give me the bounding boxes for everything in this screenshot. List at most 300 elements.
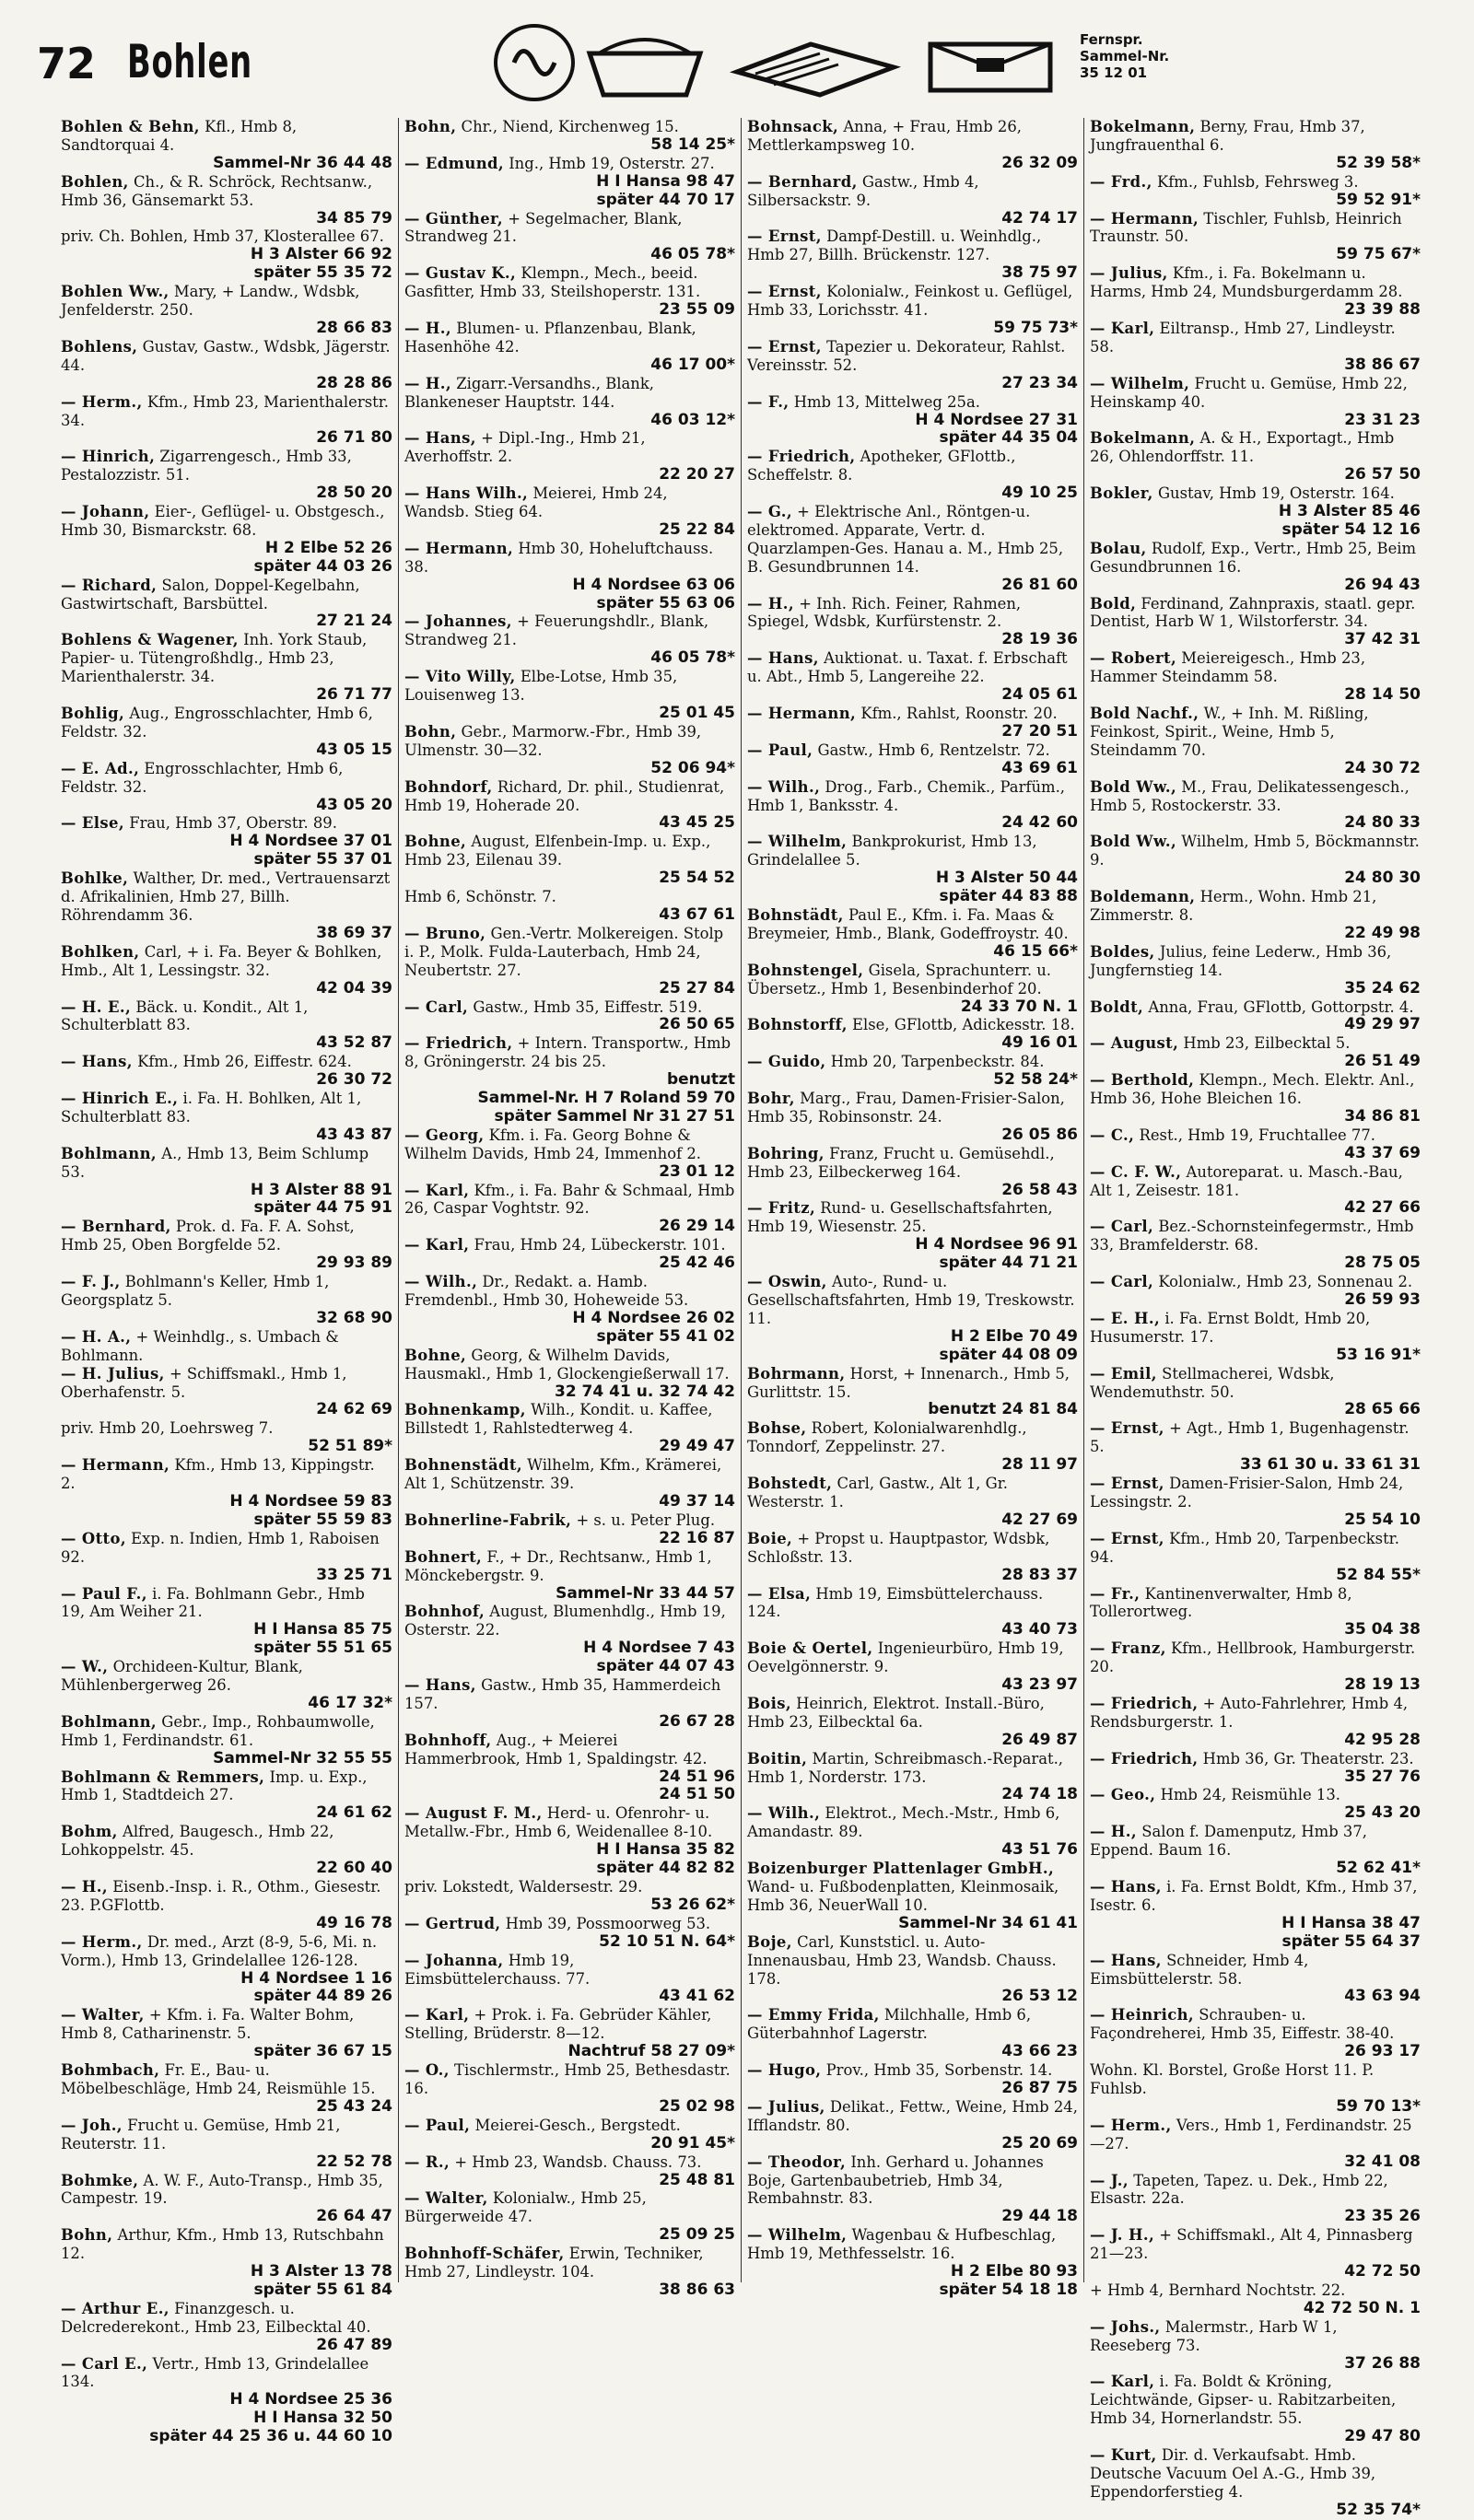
entry-phone: 28 50 20 — [316, 484, 392, 503]
entry-text: — H., Blumen- u. Pflanzenbau, Blank, Hasenhöhe 42. — [404, 319, 696, 356]
directory-entry — [1090, 521, 1421, 540]
entry-text: — Emil, Stellmacherei, Wdsbk, Wendemuthstr. 50. — [1090, 1364, 1335, 1401]
directory-entry — [404, 1603, 735, 1658]
entry-text: — F., Hmb 13, Mittelweg 25a. — [747, 392, 980, 411]
entry-phone: 20 91 45* — [650, 2133, 735, 2152]
entry-text: — Johs., Malermstr., Harb W 1, Reeseberg 73. — [1090, 2317, 1338, 2354]
entry-text: — Friedrich, + Intern. Transportw., Hmb 8, Gröningerstr. 24 bis 25. — [404, 1034, 731, 1071]
entry-phone: H 4 Nordsee 37 01 — [229, 832, 392, 851]
directory-entry — [404, 998, 735, 1035]
entry-phone: später 55 51 65 — [253, 1639, 392, 1658]
directory-entry — [61, 264, 392, 283]
directory-entry — [61, 577, 392, 632]
directory-entry — [1090, 2006, 1421, 2061]
entry-phone: 38 86 67 — [1344, 355, 1421, 374]
directory-entry — [1090, 1475, 1421, 1530]
entry-text: Bohnhof, August, Blumenhdlg., Hmb 19, Osterstr. 22. — [404, 1603, 726, 1639]
directory-entry — [1090, 2446, 1421, 2520]
entry-text: — Carl, Kolonialw., Hmb 23, Sonnenau 2. — [1090, 1273, 1413, 1291]
entry-phone: 52 35 74* — [1336, 2500, 1421, 2519]
entry-phone: 49 16 01 — [1001, 1033, 1078, 1053]
directory-entry — [747, 2226, 1078, 2281]
entry-text: — Berthold, Klempn., Mech. Elektr. Anl., Hmb 36, Hohe Bleichen 16. — [1090, 1071, 1415, 1108]
entry-text: — Paul F., i. Fa. Bohlmann Gebr., Hmb 19, Am Weiher 21. — [61, 1584, 365, 1621]
directory-entry — [61, 1090, 392, 1145]
directory-entry — [404, 1658, 735, 1676]
entry-text: — Kurt, Dir. d. Verkaufsabt. Hmb. Deutsche Vacuum Oel A.-G., Hmb 39, Eppendorferstieg 4. — [1090, 2446, 1376, 2501]
entry-text: Boitin, Martin, Schreibmasch.-Reparat., Hmb 1, Norderstr. 173. — [747, 1749, 1064, 1786]
directory-entry — [747, 705, 1078, 741]
entry-phone: 24 33 70 N. 1 — [960, 997, 1078, 1016]
entry-phone: 43 63 94 — [1344, 1987, 1421, 2006]
directory-entry — [61, 943, 392, 998]
entry-phone: H 2 Elbe 80 93 — [950, 2262, 1078, 2281]
entry-phone: 23 39 88 — [1344, 300, 1421, 320]
entry-phone: 23 55 09 — [659, 300, 735, 320]
directory-entry — [1090, 2226, 1421, 2281]
entry-text: — Carl, Bez.-Schornsteinfegermstr., Hmb 33, Bramfelderstr. 68. — [1090, 1218, 1414, 1254]
entry-phone: 28 11 97 — [1001, 1455, 1078, 1475]
entry-phone: 25 48 81 — [659, 2170, 735, 2189]
entry-text: Bohrmann, Horst, + Innenarch., Hmb 5, Gurlittstr. 15. — [747, 1364, 1070, 1401]
entry-text: — Hinrich, Zigarrengesch., Hmb 33, Pestalozzistr. 51. — [61, 448, 352, 484]
entry-text: Bohlken, Carl, + i. Fa. Beyer & Bohlken, Hmb., Alt 1, Lessingstr. 32. — [61, 942, 382, 979]
entry-text: Bohlmann & Remmers, Imp. u. Exp., Hmb 1, Stadtdeich 27. — [61, 1768, 368, 1804]
entry-text: — Hermann, Tischler, Fuhlsb, Heinrich Traunstr. 50. — [1090, 209, 1402, 246]
publisher-logo-icon — [488, 17, 1078, 109]
entry-phone: 24 61 62 — [316, 1803, 392, 1823]
directory-entry — [1090, 943, 1421, 998]
directory-entry — [747, 173, 1078, 228]
entry-phone: 42 95 28 — [1344, 1730, 1421, 1749]
entry-text: — H., Eisenb.-Insp. i. R., Othm., Giesestr. 23. P.GFlottb. — [61, 1878, 381, 1914]
directory-entry — [404, 1952, 735, 2007]
directory-entry — [747, 1199, 1078, 1254]
entry-text: Bohnhoff, Aug., + Meierei Hammerbrook, Hmb 1, Spaldingstr. 42. — [404, 1731, 708, 1768]
entry-phone: H I Hansa 85 75 — [253, 1620, 392, 1639]
entry-text: — C. F. W., Autoreparat. u. Masch.-Bau, Alt 1, Zeisestr. 181. — [1090, 1162, 1403, 1199]
directory-entry — [747, 1750, 1078, 1805]
entry-phone: H I Hansa 38 47 — [1281, 1913, 1421, 1932]
entry-phone: 49 16 78 — [316, 1913, 392, 1932]
entry-phone: H 4 Nordsee 25 36 — [229, 2390, 392, 2409]
entry-phone: 28 19 36 — [1001, 630, 1078, 649]
directory-entry — [404, 1676, 735, 1732]
entry-text: — Karl, i. Fa. Boldt & Kröning, Leichtwände, Gipser- u. Rabitzarbeiten, Hmb 34, Hornerlandstr. 55. — [1090, 2373, 1397, 2428]
entry-phone: 25 54 52 — [659, 869, 735, 888]
entry-text: Bold Ww., M., Frau, Delikatessengesch., Hmb 5, Rostockerstr. 33. — [1090, 777, 1410, 814]
entry-text: — Wilhelm, Bankprokurist, Hmb 13, Grindelallee 5. — [747, 833, 1037, 869]
directory-entry — [404, 1126, 735, 1182]
entry-text: Bokelmann, A. & H., Exportagt., Hmb 26, Ohlendorffstr. 11. — [1090, 429, 1395, 466]
entry-text: Wohn. Kl. Borstel, Große Horst 11. P. Fuhlsb. — [1090, 2061, 1375, 2097]
entry-phone: 43 52 87 — [316, 1033, 392, 1053]
entry-phone: H 4 Nordsee 63 06 — [572, 575, 735, 594]
entry-text: Bohm, Alfred, Baugesch., Hmb 22, Lohkoppelstr. 45. — [61, 1823, 334, 1860]
directory-entry — [1090, 998, 1421, 1035]
entry-phone: 49 10 25 — [1001, 484, 1078, 503]
directory-entry — [747, 1419, 1078, 1475]
entry-phone: 46 15 66* — [993, 941, 1078, 961]
entry-text: — Friedrich, Apotheker, GFlottb., Scheffelstr. 8. — [747, 448, 1016, 484]
entry-text: — Ernst, Damen-Frisier-Salon, Hmb 24, Lessingstr. 2. — [1090, 1475, 1404, 1511]
entry-phone: 43 67 61 — [659, 904, 735, 924]
entry-phone: H 2 Elbe 52 26 — [264, 538, 392, 557]
entry-text: — Hans, Kfm., Hmb 26, Eiffestr. 624. — [61, 1053, 352, 1071]
entry-text: — Wilhelm, Wagenbau & Hufbeschlag, Hmb 19, Methfesselstr. 16. — [747, 2226, 1057, 2263]
entry-phone: 35 24 62 — [1344, 978, 1421, 998]
entry-phone: 58 14 25* — [650, 134, 735, 154]
entry-text: — Karl, Frau, Hmb 24, Lübeckerstr. 101. — [404, 1236, 726, 1254]
directory-entry — [747, 1347, 1078, 1365]
directory-entry — [747, 448, 1078, 503]
entry-text: priv. Hmb 20, Loehrsweg 7. — [61, 1419, 274, 1438]
entry-text: — Hans, Schneider, Hmb 4, Eimsbüttelerstr. 58. — [1090, 1951, 1309, 1988]
entry-text: — Paul, Gastw., Hmb 6, Rentzelstr. 72. — [747, 741, 1050, 759]
directory-entry — [61, 1199, 392, 1218]
entry-phone: 27 23 34 — [1001, 373, 1078, 392]
entry-text: — H. E., Bäck. u. Kondit., Alt 1, Schulterblatt 83. — [61, 998, 309, 1034]
directory-entry — [404, 1511, 735, 1548]
directory-entry — [404, 1328, 735, 1347]
entry-text: — Ernst, Kolonialw., Feinkost u. Geflügel, Hmb 33, Lorichsstr. 41. — [747, 283, 1073, 320]
entry-text: — Oswin, Auto-, Rund- u. Gesellschaftsfahrten, Hmb 19, Treskowstr. 11. — [747, 1273, 1075, 1327]
entry-text: — Gertrud, Hmb 39, Possmoorweg 53. — [404, 1914, 711, 1932]
entry-phone: später Sammel Nr 31 27 51 — [494, 1106, 735, 1126]
directory-entry — [61, 1145, 392, 1200]
entry-text: — Karl, Eiltransp., Hmb 27, Lindleystr. 58. — [1090, 319, 1396, 356]
entry-text: Boldt, Anna, Frau, GFlottb, Gottorpstr. 4. — [1090, 998, 1414, 1016]
entry-phone: 46 05 78* — [650, 648, 735, 668]
directory-entry — [1090, 1786, 1421, 1823]
directory-entry — [61, 2428, 392, 2446]
entry-phone: 52 84 55* — [1336, 1565, 1421, 1584]
entry-phone: später 44 75 91 — [253, 1198, 392, 1218]
entry-text: — Johanna, Hmb 19, Eimsbüttelerchauss. 77. — [404, 1951, 591, 1988]
entry-phone: 22 49 98 — [1344, 923, 1421, 942]
entry-phone: Nachtruf 58 27 09* — [567, 2042, 735, 2061]
directory-entry — [747, 1145, 1078, 1200]
directory-entry — [1090, 1126, 1421, 1163]
directory-entry — [747, 429, 1078, 448]
entry-phone: 26 53 12 — [1001, 1987, 1078, 2006]
entry-phone: 29 49 47 — [659, 1437, 735, 1456]
entry-phone: 24 51 96 — [659, 1767, 735, 1786]
entry-phone: 32 74 41 u. 32 74 42 — [554, 1382, 735, 1401]
entry-phone: 52 51 89* — [308, 1437, 392, 1456]
directory-entry — [747, 393, 1078, 430]
entry-phone: 25 02 98 — [659, 2096, 735, 2116]
directory-entry — [404, 1860, 735, 1878]
entry-phone: 27 20 51 — [1001, 721, 1078, 741]
entry-phone: 52 10 51 N. 64* — [599, 1931, 735, 1951]
entry-text: — Edmund, Ing., Hmb 19, Osterstr. 27. — [404, 154, 715, 172]
entry-phone: 24 80 33 — [1344, 813, 1421, 833]
entry-text: Bohmbach, Fr. E., Bau- u. Möbelbeschläge, Hmb 24, Reismühle 15. — [61, 2061, 376, 2097]
directory-entry — [1090, 1639, 1421, 1695]
directory-entry — [1090, 1530, 1421, 1585]
directory-entry — [1090, 1933, 1421, 1952]
directory-entry — [61, 2006, 392, 2061]
entry-text: Bohlmann, A., Hmb 13, Beim Schlump 53. — [61, 1144, 369, 1181]
entry-phone: 25 43 20 — [1344, 1803, 1421, 1823]
entry-phone: 35 27 76 — [1344, 1767, 1421, 1786]
entry-text: Bold Ww., Wilhelm, Hmb 5, Böckmannstr. 9. — [1090, 833, 1420, 869]
entry-text: — Herm., Vers., Hmb 1, Ferdinandstr. 25—27. — [1090, 2116, 1412, 2152]
directory-entry — [61, 393, 392, 449]
entry-phone: später 44 03 26 — [253, 556, 392, 576]
directory-entry — [1090, 1218, 1421, 1273]
entry-text: Boie, + Propst u. Hauptpastor, Wdsbk, Schloßstr. 13. — [747, 1529, 1050, 1566]
directory-entry — [404, 2189, 735, 2245]
entry-phone: 26 71 77 — [316, 685, 392, 705]
entry-phone: 24 51 50 — [659, 1785, 735, 1804]
entry-text: — Hermann, Hmb 30, Hoheluftchauss. 38. — [404, 539, 714, 576]
entry-phone: 59 70 13* — [1336, 2096, 1421, 2116]
entry-text: — Franz, Kfm., Hellbrook, Hamburgerstr. 20. — [1090, 1639, 1416, 1676]
entry-phone: Sammel-Nr. H 7 Roland 59 70 — [477, 1089, 735, 1108]
entry-text: Bohnstengel, Gisela, Sprachunterr. u. Übersetz., Hmb 1, Besenbinderhof 20. — [747, 961, 1052, 998]
entry-phone: 23 01 12 — [659, 1161, 735, 1181]
directory-entry — [1090, 705, 1421, 778]
directory-entry — [1090, 1071, 1421, 1126]
directory-entry — [747, 2281, 1078, 2300]
directory-entry — [404, 595, 735, 613]
directory-entry — [1090, 1823, 1421, 1878]
entry-phone: Sammel-Nr 34 61 41 — [898, 1913, 1078, 1932]
entry-phone: 26 50 65 — [659, 1015, 735, 1034]
directory-entry — [61, 503, 392, 558]
directory-entry — [747, 1585, 1078, 1640]
entry-text: Boldemann, Herm., Wohn. Hmb 21, Zimmerstr. 8. — [1090, 888, 1377, 924]
entry-text: — J., Tapeten, Tapez. u. Dek., Hmb 22, Elsastr. 22a. — [1090, 2171, 1388, 2208]
entry-text: — Ernst, Dampf-Destill. u. Weinhdlg., Hmb 27, Billh. Brückenstr. 127. — [747, 228, 1042, 264]
entry-text: — Vito Willy, Elbe-Lotse, Hmb 35, Louisenweg 13. — [404, 668, 678, 705]
entry-text: — H. Julius, + Schiffsmakl., Hmb 1, Oberhafenstr. 5. — [61, 1364, 347, 1401]
entry-phone: H 4 Nordsee 26 02 — [572, 1308, 735, 1327]
column-1 — [55, 118, 398, 2446]
directory-entry — [61, 1456, 392, 1511]
entry-text: Bolau, Rudolf, Exp., Vertr., Hmb 25, Beim Gesundbrunnen 16. — [1090, 539, 1417, 576]
directory-entry — [1090, 833, 1421, 888]
directory-entry — [1090, 2061, 1421, 2117]
entry-phone: 26 94 43 — [1344, 575, 1421, 594]
directory-entry — [747, 962, 1078, 1017]
entry-text: Bohlens & Wagener, Inh. York Staub, Papier- u. Tütengroßhdlg., Hmb 23, Marienthalerstr. 34. — [61, 631, 368, 686]
entry-phone: 34 86 81 — [1344, 1106, 1421, 1126]
entry-phone: 26 47 89 — [316, 2335, 392, 2354]
entry-text: — Ernst, Kfm., Hmb 20, Tarpenbeckstr. 94. — [1090, 1529, 1399, 1566]
directory-entry — [61, 2061, 392, 2117]
directory-entry — [1090, 540, 1421, 595]
entry-phone: 28 19 13 — [1344, 1675, 1421, 1695]
directory-entry — [404, 118, 735, 155]
directory-entry — [61, 814, 392, 851]
entry-phone: 25 27 84 — [659, 978, 735, 998]
entry-phone: 26 59 93 — [1344, 1290, 1421, 1309]
entry-phone: 46 17 00* — [650, 355, 735, 374]
directory-entry — [404, 1878, 735, 1915]
directory-entry — [747, 833, 1078, 888]
entry-text: — Bernhard, Gastw., Hmb 4, Silbersackstr. 9. — [747, 172, 979, 209]
directory-entry — [747, 503, 1078, 595]
entry-phone: 37 26 88 — [1344, 2353, 1421, 2373]
entry-text: — Hermann, Kfm., Rahlst, Roonstr. 20. — [747, 705, 1058, 722]
entry-phone: 29 47 80 — [1344, 2427, 1421, 2446]
entry-text: — Paul, Meierei-Gesch., Bergstedt. — [404, 2116, 681, 2134]
entry-text: — Ernst, Tapezier u. Dekorateur, Rahlst. Vereinsstr. 52. — [747, 337, 1066, 374]
directory-entry — [747, 1053, 1078, 1090]
phone-exchange-label: Fernspr. Sammel-Nr. 35 12 01 — [1080, 31, 1170, 81]
entry-phone: 24 05 61 — [1001, 685, 1078, 705]
entry-phone: später 44 82 82 — [596, 1859, 735, 1878]
entry-phone: 26 51 49 — [1344, 1052, 1421, 1071]
directory-entry — [404, 429, 735, 484]
entry-text: Bohse, Robert, Kolonialwarenhdlg., Tonndorf, Zeppelinstr. 27. — [747, 1419, 1027, 1456]
entry-text: Bohn, Gebr., Marmorw.-Fbr., Hmb 39, Ulmenstr. 30—32. — [404, 722, 702, 759]
entry-text: Bois, Heinrich, Elektrot. Install.-Büro, Hmb 23, Eilbecktal 6a. — [747, 1694, 1045, 1731]
directory-entry — [1090, 888, 1421, 943]
directory-entry — [1090, 320, 1421, 375]
directory-entry — [1090, 1695, 1421, 1750]
entry-text: — Wilh., Elektrot., Mech.-Mstr., Hmb 6, Amandastr. 89. — [747, 1804, 1060, 1841]
entry-phone: 26 57 50 — [1344, 465, 1421, 484]
entry-phone: 38 86 63 — [659, 2280, 735, 2299]
entry-text: — Elsa, Hmb 19, Eimsbüttelerchauss. 124. — [747, 1584, 1044, 1621]
entry-text: Bohn, Chr., Niend, Kirchenweg 15. — [404, 118, 679, 135]
entry-text: — Wilh., Drog., Farb., Chemik., Parfüm., Hmb 1, Banksstr. 4. — [747, 777, 1065, 814]
entry-phone: 26 81 60 — [1001, 575, 1078, 594]
entry-phone: 29 44 18 — [1001, 2207, 1078, 2226]
entry-text: Bohn, Arthur, Kfm., Hmb 13, Rutschbahn 12. — [61, 2226, 384, 2263]
entry-text: — August, Hmb 23, Eilbecktal 5. — [1090, 1034, 1351, 1053]
entry-phone: H I Hansa 98 47 — [596, 171, 735, 191]
entry-text: — Karl, + Prok. i. Fa. Gebrüder Kähler, Stelling, Brüderstr. 8—12. — [404, 2006, 712, 2043]
entry-text: — Guido, Hmb 20, Tarpenbeckstr. 84. — [747, 1053, 1045, 1071]
entry-phone: später 44 71 21 — [939, 1254, 1078, 1273]
entry-phone: später 54 12 16 — [1281, 519, 1421, 539]
directory-entry — [61, 1511, 392, 1530]
entry-text: — W., Orchideen-Kultur, Blank, Mühlenbergerweg 26. — [61, 1658, 303, 1695]
entry-phone: 52 58 24* — [993, 1070, 1078, 1090]
entry-phone: 28 28 86 — [316, 373, 392, 392]
directory-entry — [747, 1860, 1078, 1933]
directory-entry — [404, 1273, 735, 1328]
entry-phone: 37 42 31 — [1344, 630, 1421, 649]
entry-text: Bohnsack, Anna, + Frau, Hmb 26, Mettlerkampsweg 10. — [747, 118, 1022, 154]
entry-text: Boizenburger Plattenlager GmbH., Wand- u. Fußbodenplatten, Kleinmosaik, Hmb 36, NeuerWall 10. — [747, 1860, 1059, 1914]
entry-text: — Wilh., Dr., Redakt. a. Hamb. Fremdenbl., Hmb 30, Hoheweide 53. — [404, 1273, 689, 1309]
column-2 — [398, 118, 741, 2299]
directory-entry — [404, 210, 735, 265]
entry-text: — H., + Inh. Rich. Feiner, Rahmen, Spiegel, Wdsbk, Kurfürstenstr. 2. — [747, 594, 1022, 631]
directory-entry — [747, 906, 1078, 962]
entry-text: priv. Ch. Bohlen, Hmb 37, Klosterallee 67. — [61, 228, 384, 246]
entry-phone: später 55 41 02 — [596, 1326, 735, 1346]
directory-entry — [404, 833, 735, 888]
directory-entry — [747, 1090, 1078, 1145]
entry-text: Boie & Oertel, Ingenieurbüro, Hmb 19, Oevelgönnerstr. 9. — [747, 1639, 1064, 1676]
directory-entry — [61, 1988, 392, 2006]
entry-phone: 23 35 26 — [1344, 2207, 1421, 2226]
entry-text: — Otto, Exp. n. Indien, Hmb 1, Raboisen 92. — [61, 1529, 380, 1566]
entry-text: Bohring, Franz, Frucht u. Gemüsehdl., Hmb 23, Eilbeckerweg 164. — [747, 1144, 1055, 1181]
entry-text: Bohlke, Walther, Dr. med., Vertrauensarzt d. Afrikalinien, Hmb 27, Billh. Röhrendamm 36. — [61, 869, 391, 924]
entry-phone: 35 04 38 — [1344, 1620, 1421, 1639]
directory-entry — [1090, 1952, 1421, 2007]
entry-phone: 43 69 61 — [1001, 758, 1078, 777]
directory-entry — [1090, 2318, 1421, 2374]
directory-entry — [1090, 264, 1421, 320]
entry-phone: 24 62 69 — [316, 1400, 392, 1419]
entry-phone: später 55 61 84 — [253, 2280, 392, 2299]
entry-phone: später 44 35 04 — [939, 428, 1078, 448]
entry-phone: H I Hansa 35 82 — [596, 1840, 735, 1860]
entry-phone: Sammel-Nr 36 44 48 — [213, 153, 392, 172]
directory-entry — [1090, 2281, 1421, 2318]
entry-phone: 32 68 90 — [316, 1308, 392, 1327]
entry-phone: 42 27 66 — [1344, 1198, 1421, 1218]
entry-phone: 33 61 30 u. 33 61 31 — [1239, 1455, 1421, 1475]
directory-entry — [1090, 429, 1421, 484]
directory-entry — [61, 558, 392, 577]
directory-entry — [1090, 2172, 1421, 2227]
entry-phone: 43 66 23 — [1001, 2042, 1078, 2061]
entry-text: — Hans, Auktionat. u. Taxat. f. Erbschaft u. Abt., Hmb 5, Langereihe 22. — [747, 649, 1068, 686]
entry-phone: 43 51 76 — [1001, 1840, 1078, 1860]
directory-entry — [747, 1639, 1078, 1695]
entry-text: — E. Ad., Engrosschlachter, Hmb 6, Feldstr. 32. — [61, 759, 344, 796]
directory-entry — [61, 631, 392, 705]
directory-entry — [61, 2281, 392, 2300]
entry-phone: 24 30 72 — [1344, 758, 1421, 777]
entry-phone: 42 74 17 — [1001, 208, 1078, 228]
directory-entry — [747, 1530, 1078, 1585]
entry-phone: 28 83 37 — [1001, 1565, 1078, 1584]
directory-entry — [61, 338, 392, 393]
directory-entry — [1090, 1034, 1421, 1071]
entry-phone: 26 93 17 — [1344, 2042, 1421, 2061]
entry-text: — Heinrich, Schrauben- u. Façondreherei, Hmb 35, Eiffestr. 38-40. — [1090, 2006, 1395, 2043]
entry-text: — Karl, Kfm., i. Fa. Bahr & Schmaal, Hmb 26, Caspar Voghtstr. 92. — [404, 1181, 735, 1218]
directory-entry — [747, 741, 1078, 778]
directory-entry — [1090, 375, 1421, 430]
entry-text: — H. A., + Weinhdlg., s. Umbach & Bohlmann. — [61, 1327, 339, 1364]
entry-phone: 25 01 45 — [659, 704, 735, 722]
directory-entry — [404, 668, 735, 723]
entry-text: — Georg, Kfm. i. Fa. Georg Bohne & Wilhelm Davids, Hmb 24, Immenhof 2. — [404, 1126, 702, 1162]
directory-entry — [404, 375, 735, 430]
entry-phone: 26 67 28 — [659, 1711, 735, 1731]
entry-phone: 26 49 87 — [1001, 1730, 1078, 1749]
entry-text: — Friedrich, + Auto-Fahrlehrer, Hmb 4, Rendsburgerstr. 1. — [1090, 1694, 1409, 1731]
entry-phone: H 2 Elbe 70 49 — [950, 1326, 1078, 1346]
entry-phone: 34 85 79 — [316, 208, 392, 228]
entry-text: — H., Zigarr.-Versandhs., Blank, Blankeneser Hauptstr. 144. — [404, 374, 654, 411]
directory-entry — [61, 1933, 392, 1989]
directory-entry — [404, 1915, 735, 1952]
entry-phone: 26 58 43 — [1001, 1180, 1078, 1199]
directory-entry — [1090, 2373, 1421, 2446]
entry-text: Bohr, Marg., Frau, Damen-Frisier-Salon, Hmb 35, Robinsonstr. 24. — [747, 1090, 1065, 1126]
directory-entry — [747, 1475, 1078, 1530]
entry-phone: H 3 Alster 88 91 — [250, 1180, 392, 1199]
entry-text: — Ernst, + Agt., Hmb 1, Bugenhagenstr. 5. — [1090, 1419, 1410, 1456]
entry-phone: benutzt — [666, 1070, 735, 1090]
page-number: 72 — [37, 39, 97, 88]
entry-text: Bohnhoff-Schäfer, Erwin, Techniker, Hmb 27, Lindleystr. 104. — [404, 2245, 704, 2281]
entry-text: Hmb 6, Schönstr. 7. — [404, 888, 556, 906]
